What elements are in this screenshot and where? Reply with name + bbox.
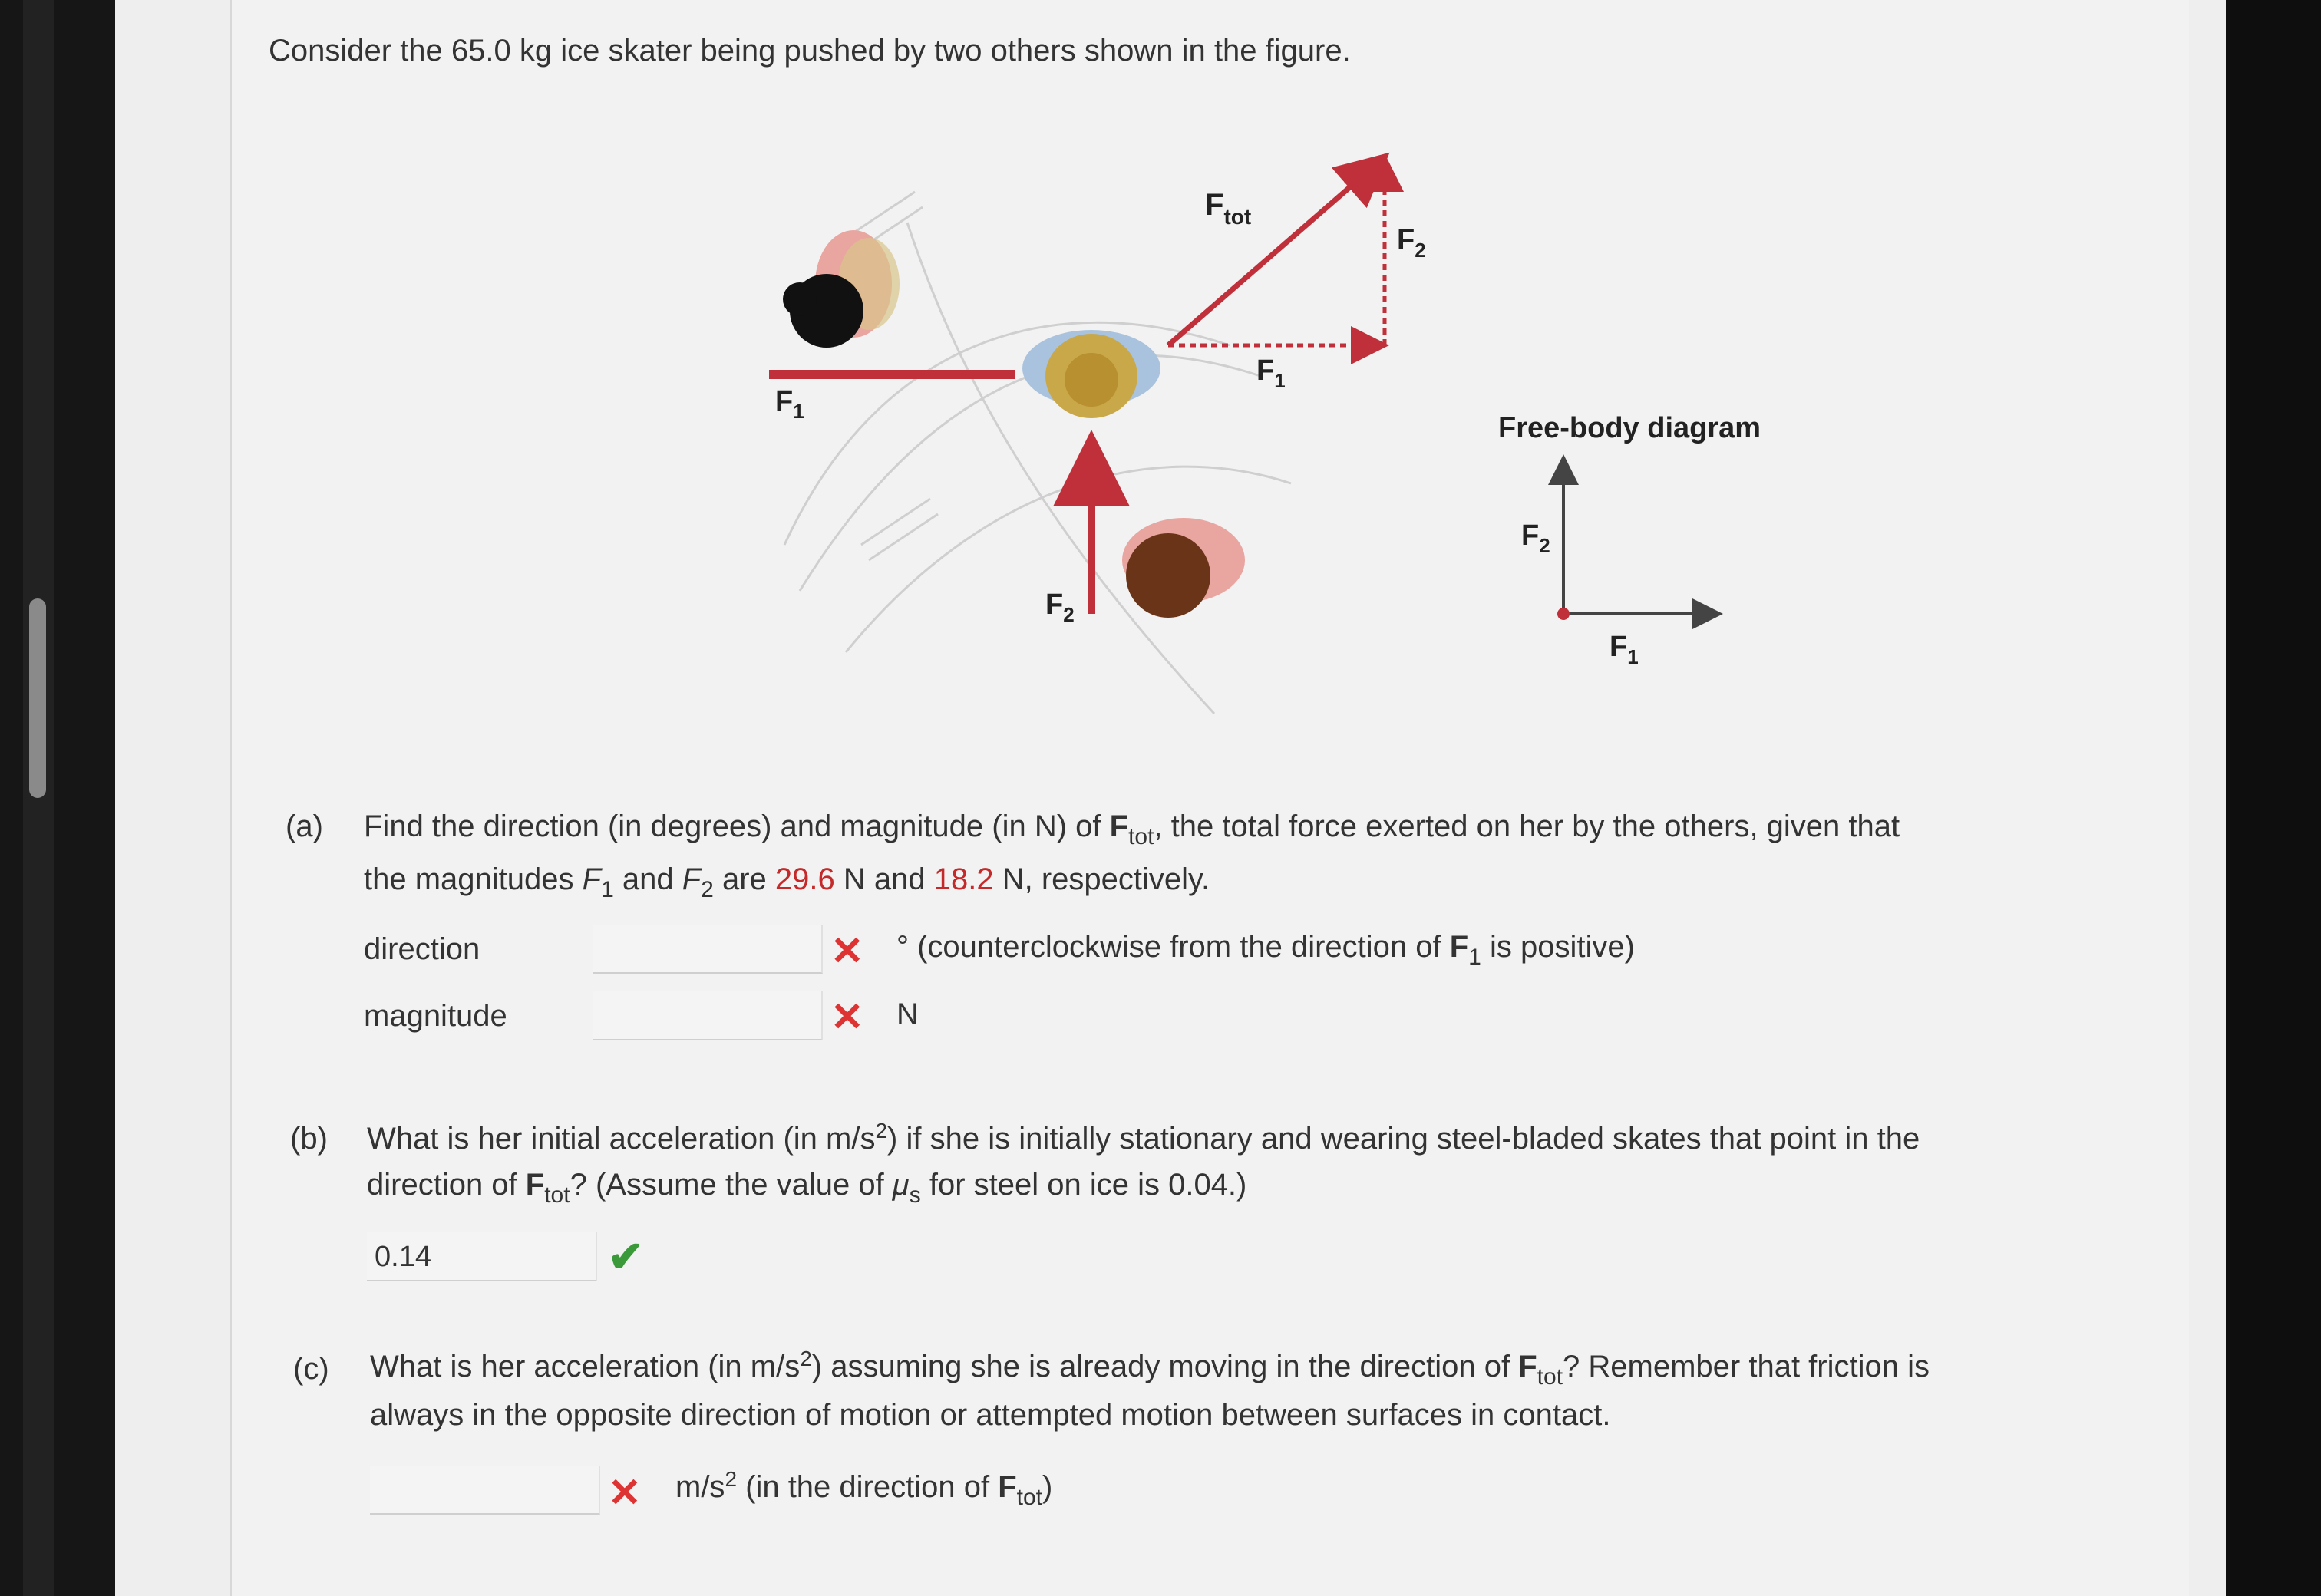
- left-skater-illustration: [783, 230, 900, 348]
- part-b-answer-input[interactable]: 0.14: [367, 1232, 597, 1281]
- magnitude-incorrect-icon: ✕: [830, 995, 864, 1040]
- value-f2: 18.2: [933, 862, 994, 896]
- part-c-incorrect-icon: ✕: [608, 1471, 642, 1515]
- window-edge: [2226, 0, 2321, 1596]
- scrollbar-thumb[interactable]: [29, 598, 46, 798]
- fbd-label-f1: $F_1$: [1610, 631, 1639, 668]
- part-c-marker: (c): [293, 1352, 329, 1386]
- value-f1: 29.6: [774, 862, 835, 896]
- magnitude-label: magnitude: [364, 999, 507, 1033]
- ftot-vector: [1168, 160, 1382, 345]
- label-f1-vector: $F_1$: [1256, 354, 1286, 392]
- part-b-marker: (b): [290, 1122, 328, 1156]
- question-panel: [230, 0, 2189, 1596]
- part-b-question-line2: direction of $F_{tot}$? (Assume the value of $\mu_s$ for steel on ice is 0.04.): [367, 1168, 1247, 1208]
- label-f2-bottom: $F_2$: [1045, 589, 1075, 626]
- label-ftot: $F_{tot}$: [1205, 188, 1252, 229]
- part-a-question-line1: Find the direction (in degrees) and magnitude (in N) of $F_{tot}$, the total force exerted on her by the others, given that: [364, 810, 1900, 849]
- part-b-question-line1: What is her initial acceleration (in $m/s^2$) if she is initially stationary and wearing steel-bladed skates that point in the: [367, 1119, 1920, 1156]
- direction-label: direction: [364, 932, 480, 966]
- skater-figure: [754, 115, 1813, 729]
- magnitude-unit: N: [896, 998, 919, 1031]
- direction-incorrect-icon: ✕: [830, 929, 864, 974]
- part-b-correct-icon: ✔: [608, 1232, 644, 1281]
- part-a-question-line2: the magnitudes $F_1$ and $F_2$ are 29.6 N and 18.2 N, respectively.: [364, 862, 1210, 902]
- part-c-unit: $m/s^2$ (in the direction of $F_{tot}$): [675, 1467, 1053, 1510]
- fbd-label-f2: $F_2$: [1521, 519, 1550, 557]
- intro-text: Consider the 65.0 kg ice skater being pushed by two others shown in the figure.: [269, 34, 1351, 68]
- part-c-question-line1: What is her acceleration (in $m/s^2$) assuming she is already moving in the direction of $F_{tot}$? Remember that friction is: [370, 1347, 1930, 1390]
- bottom-skater-illustration: [1122, 518, 1245, 618]
- label-f2-vector: $F_2$: [1397, 224, 1426, 262]
- part-c-question-line2: always in the opposite direction of motion or attempted motion between surfaces in contact.: [370, 1398, 1611, 1432]
- scrollbar-track[interactable]: [23, 0, 54, 1596]
- fbd-point: [1557, 608, 1570, 620]
- label-f1-left: $F_1$: [775, 385, 804, 423]
- center-skater-illustration: [1022, 330, 1160, 418]
- part-a-marker: (a): [286, 810, 323, 843]
- magnitude-input[interactable]: [593, 991, 823, 1040]
- part-c-answer-input[interactable]: [370, 1466, 600, 1515]
- fbd-title: Free-body diagram: [1498, 412, 1761, 444]
- direction-input[interactable]: [593, 925, 823, 974]
- direction-unit: ° (counterclockwise from the direction of $F_1$ is positive): [896, 930, 1635, 970]
